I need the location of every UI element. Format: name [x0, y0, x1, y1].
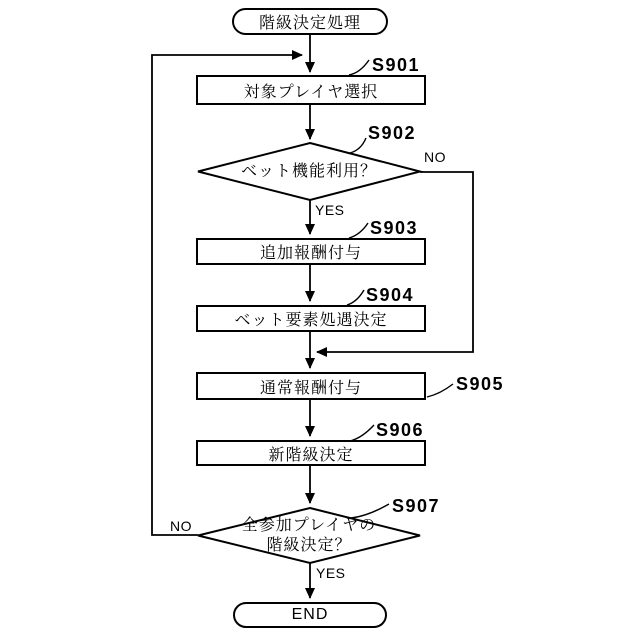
step-id-s902: S902: [368, 123, 417, 143]
end-terminal-label: END: [291, 606, 329, 623]
step-id-s901: S901: [372, 55, 421, 75]
decision-text-s902: [198, 143, 420, 200]
branch-no-s907: NO: [170, 518, 192, 534]
decision-label-s902: ベット機能利用？: [240, 162, 377, 180]
step-id-s906: S906: [376, 420, 425, 440]
branch-yes-s907: YES: [316, 565, 346, 581]
step-id-s907: S907: [392, 496, 441, 516]
process-label-s904: ベット要素処遇決定: [234, 312, 388, 329]
process-label-s906: 新階級決定: [268, 446, 354, 464]
process-box-s904: [196, 305, 426, 332]
leader-line-s905: [427, 384, 453, 397]
leader-line-s904: [347, 290, 364, 305]
step-id-s904: S904: [366, 285, 415, 305]
process-label-s903: 追加報酬付与: [259, 245, 362, 262]
process-box-s905: [196, 372, 426, 400]
process-label-s901: 対象プレイヤ選択: [243, 83, 379, 101]
process-label-s905: 通常報酬付与: [259, 379, 362, 397]
decision-label-s907-line1: 全参加プレイヤの: [241, 516, 377, 534]
branch-yes-s902: YES: [315, 202, 345, 218]
branch-no-s902: NO: [424, 149, 446, 165]
decision-text-s907: [198, 508, 420, 563]
process-box-s906: [196, 440, 426, 466]
end-terminal: [233, 602, 387, 628]
decision-label-s907-line2: 階級決定？: [266, 536, 352, 554]
process-box-s901: [196, 75, 426, 105]
leader-line-s901: [349, 60, 369, 75]
step-id-s905: S905: [456, 374, 505, 394]
leader-line-s906: [350, 425, 374, 441]
step-id-s903: S903: [370, 218, 419, 238]
start-terminal-label: 階級決定処理: [258, 15, 361, 32]
leader-line-s903: [349, 223, 368, 238]
start-terminal: [232, 8, 388, 35]
process-box-s903: [196, 238, 426, 265]
